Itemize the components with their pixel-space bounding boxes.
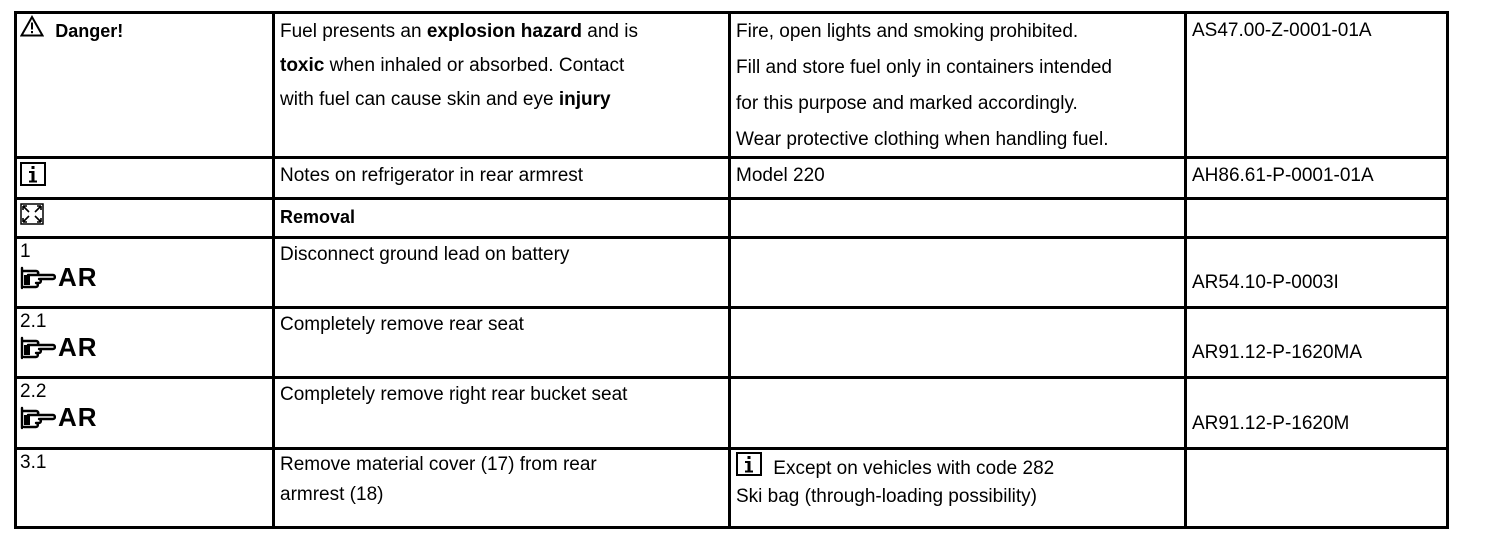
document-reference[interactable]: AR91.12-P-1620M bbox=[1192, 413, 1350, 434]
pointing-hand-icon bbox=[20, 404, 56, 430]
info-icon bbox=[736, 452, 762, 486]
text: when inhaled or absorbed. Contact bbox=[324, 55, 625, 76]
row-divider bbox=[17, 376, 1446, 379]
text-line: Ski bag (through-loading possibility) bbox=[736, 486, 1037, 507]
document-reference[interactable]: AR91.12-P-1620MA bbox=[1192, 342, 1363, 363]
step-description: Disconnect ground lead on battery bbox=[280, 244, 570, 265]
step-number: 1 bbox=[20, 241, 31, 262]
instruction-line: Wear protective clothing when handling fuel. bbox=[736, 129, 1109, 150]
text-line: Remove material cover (17) from rear bbox=[280, 454, 597, 475]
warning-triangle-icon bbox=[20, 15, 44, 49]
section-heading: Removal bbox=[280, 207, 356, 227]
row-divider bbox=[17, 306, 1446, 309]
column-divider bbox=[1184, 14, 1187, 526]
instruction-line: Fire, open lights and smoking prohibited. bbox=[736, 21, 1079, 42]
step-number: 2.2 bbox=[20, 381, 47, 402]
instruction-line: Fill and store fuel only in containers intended bbox=[736, 57, 1113, 78]
step-description: Completely remove right rear bucket seat bbox=[280, 384, 628, 405]
step-cell bbox=[20, 311, 98, 366]
ar-link[interactable] bbox=[20, 263, 98, 291]
exception-note bbox=[736, 452, 1054, 512]
danger-cell bbox=[20, 14, 123, 49]
step-description: Notes on refrigerator in rear armrest bbox=[280, 165, 584, 186]
hazard-description bbox=[280, 15, 638, 117]
pointing-hand-icon bbox=[20, 334, 56, 360]
safety-instructions bbox=[736, 14, 1112, 158]
emphasis-text: toxic bbox=[280, 55, 325, 76]
text: with fuel can cause skin and eye bbox=[280, 89, 559, 110]
step-cell bbox=[20, 381, 98, 436]
instruction-line: for this purpose and marked accordingly. bbox=[736, 93, 1078, 114]
row-divider bbox=[17, 197, 1446, 200]
row-divider bbox=[17, 236, 1446, 239]
removal-cell bbox=[20, 203, 44, 231]
ar-link[interactable] bbox=[20, 333, 98, 361]
text: Fuel presents an bbox=[280, 21, 427, 42]
text-line: armrest (18) bbox=[280, 484, 384, 505]
pointing-hand-icon bbox=[20, 264, 56, 290]
removal-icon bbox=[20, 203, 44, 231]
step-cell bbox=[20, 241, 98, 296]
info-cell bbox=[20, 162, 46, 192]
step-description bbox=[280, 450, 597, 510]
step-number: 2.1 bbox=[20, 311, 47, 332]
column-divider bbox=[728, 14, 731, 526]
row-divider bbox=[17, 447, 1446, 450]
emphasis-text: injury bbox=[558, 89, 611, 110]
text: and is bbox=[582, 21, 638, 42]
info-icon bbox=[20, 162, 46, 192]
ar-label: AR bbox=[58, 332, 98, 362]
ar-link[interactable] bbox=[20, 403, 98, 431]
emphasis-text: explosion hazard bbox=[426, 21, 583, 42]
procedure-table bbox=[14, 11, 1449, 529]
text-line: Except on vehicles with code 282 bbox=[773, 458, 1055, 480]
step-number: 3.1 bbox=[20, 452, 47, 473]
document-reference[interactable]: AH86.61-P-0001-01A bbox=[1192, 165, 1374, 186]
document-reference[interactable]: AS47.00-Z-0001-01A bbox=[1192, 20, 1372, 41]
column-divider bbox=[272, 14, 275, 526]
document-reference[interactable]: AR54.10-P-0003I bbox=[1192, 272, 1339, 293]
model-note: Model 220 bbox=[736, 165, 825, 186]
ar-label: AR bbox=[58, 262, 98, 292]
ar-label: AR bbox=[58, 402, 98, 432]
danger-label: Danger! bbox=[55, 21, 124, 41]
step-description: Completely remove rear seat bbox=[280, 314, 524, 335]
